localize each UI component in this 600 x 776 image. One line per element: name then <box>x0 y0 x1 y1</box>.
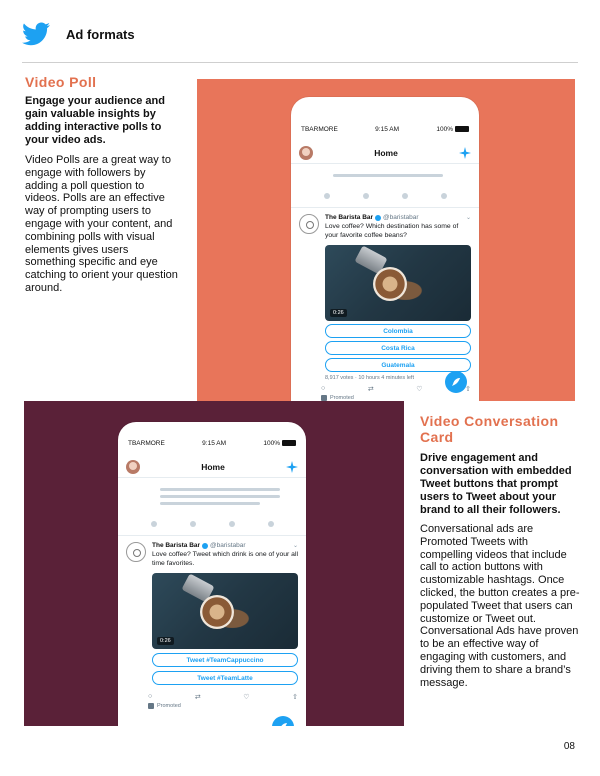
verified-icon <box>375 215 381 221</box>
carrier-label: TBARMORE <box>128 439 165 447</box>
barista-bar-logo[interactable] <box>299 214 319 234</box>
compose-tweet-button[interactable] <box>272 716 294 726</box>
battery-icon <box>282 440 296 446</box>
share-icon[interactable]: ⇧ <box>465 386 471 393</box>
nav-bar <box>118 456 306 478</box>
feather-icon <box>451 377 461 387</box>
verified-icon <box>202 543 208 549</box>
promoted-tweet <box>118 536 306 685</box>
promoted-icon <box>148 703 154 709</box>
status-bar <box>118 430 306 456</box>
skeleton-dot <box>229 521 235 527</box>
twitter-bird-icon <box>22 22 50 46</box>
like-icon[interactable]: ♡ <box>416 386 423 393</box>
status-bar <box>291 116 479 142</box>
barista-bar-logo[interactable] <box>126 542 146 562</box>
tweet-text: Love coffee? Which destination has some of your favorite coffee beans? <box>325 223 459 239</box>
video-conversation-panel <box>24 401 404 726</box>
skeleton-dot <box>190 521 196 527</box>
nav-title: Home <box>201 461 225 472</box>
skeleton-dot <box>324 193 330 199</box>
tweet-button-team-latte[interactable]: Tweet #TeamLatte <box>152 671 298 685</box>
like-icon[interactable]: ♡ <box>243 694 250 701</box>
tweet-video[interactable] <box>325 245 471 321</box>
chevron-down-icon[interactable]: ⌄ <box>465 215 471 221</box>
tweet-author-name[interactable]: The Barista Bar <box>325 214 374 221</box>
time-label: 9:15 AM <box>375 125 400 133</box>
video-conversation-body: Conversational ads are Promoted Tweets with compelling videos that include call to action buttons with customizable hashtags. Once clicked, the button creates a pre-populated Tweet that users can customize or Tweet out. Conversational Ads have proven to be an effective way of engaging with customers, and driving them to share a brand’s message. <box>420 523 580 689</box>
page-number: 08 <box>563 741 575 752</box>
promoted-tweet <box>291 208 479 381</box>
battery-label: 100% <box>436 126 469 133</box>
tweet-button-team-cappuccino[interactable]: Tweet #TeamCappuccino <box>152 653 298 667</box>
skeleton-line <box>333 174 443 177</box>
page-header <box>22 20 135 48</box>
video-conversation-title: Video Conversation Card <box>420 413 559 445</box>
nav-bar <box>291 142 479 164</box>
promoted-label <box>118 703 306 709</box>
poll-option-guatemala[interactable]: Guatemala <box>325 358 471 372</box>
phone-mockup-poll <box>291 97 479 401</box>
reply-icon[interactable]: ○ <box>321 385 326 392</box>
reply-icon[interactable]: ○ <box>148 693 153 700</box>
video-poll-panel <box>197 79 575 401</box>
tweet-handle[interactable]: @baristabar <box>210 542 246 549</box>
sparkle-icon[interactable] <box>286 461 298 473</box>
promoted-text: Promoted <box>157 703 181 709</box>
tweet-author-name[interactable]: The Barista Bar <box>152 542 201 549</box>
skeleton-line <box>160 502 260 505</box>
video-timer: 0:26 <box>330 309 347 317</box>
poll-option-costa-rica[interactable]: Costa Rica <box>325 341 471 355</box>
compose-tweet-button[interactable] <box>445 371 467 393</box>
tweet-handle[interactable]: @baristabar <box>383 214 419 221</box>
feather-icon <box>278 722 288 726</box>
tweet-text: Love coffee? Tweet which drink is one of your all time favorites. <box>152 551 298 567</box>
chevron-down-icon[interactable]: ⌄ <box>292 543 298 549</box>
carrier-label: TBARMORE <box>301 125 338 133</box>
poll-option-colombia[interactable]: Colombia <box>325 324 471 338</box>
retweet-icon[interactable]: ⇄ <box>194 694 201 701</box>
header-divider <box>22 62 578 63</box>
skeleton-dot <box>268 521 274 527</box>
skeleton-dot <box>441 193 447 199</box>
skeleton-line <box>160 488 280 491</box>
video-conversation-lead: Drive engagement and conversation with embedded Tweet buttons that prompt users to Tweet about your brand to all their followers. <box>420 452 572 516</box>
tweet-video[interactable] <box>152 573 298 649</box>
share-icon[interactable]: ⇧ <box>292 694 298 701</box>
video-poll-title: Video Poll <box>25 74 97 90</box>
latte-cup-image <box>200 595 234 629</box>
battery-label: 100% <box>263 440 296 447</box>
latte-cup-image <box>373 267 407 301</box>
phone-mockup-conversation <box>118 422 306 726</box>
skeleton-line <box>160 495 280 498</box>
tweet-actions <box>118 685 306 703</box>
skeleton-actions <box>118 513 306 536</box>
skeleton-actions <box>291 185 479 208</box>
battery-icon <box>455 126 469 132</box>
nav-title: Home <box>374 147 398 158</box>
poll-meta: 8,917 votes · 10 hours 4 minutes left <box>325 375 414 381</box>
promoted-text: Promoted <box>330 395 354 401</box>
sparkle-icon[interactable] <box>459 147 471 159</box>
skeleton-dot <box>402 193 408 199</box>
header-title: Ad formats <box>66 26 135 42</box>
skeleton-tweet <box>291 164 479 185</box>
skeleton-dot <box>151 521 157 527</box>
skeleton-dot <box>363 193 369 199</box>
avatar[interactable] <box>299 146 313 160</box>
retweet-icon[interactable]: ⇄ <box>367 386 374 393</box>
avatar[interactable] <box>126 460 140 474</box>
time-label: 9:15 AM <box>202 439 227 447</box>
video-poll-lead: Engage your audience and gain valuable insights by adding interactive polls to your video ads. <box>25 95 165 146</box>
skeleton-tweet <box>118 478 306 513</box>
video-poll-body: Video Polls are a great way to engage with followers by adding a poll question to videos. Polls are an effective way of prompting users to engage with your content, and combining polls with visual elements gives users something specific and eye catching to orient your question around. <box>25 154 178 294</box>
video-timer: 0:26 <box>157 637 174 645</box>
